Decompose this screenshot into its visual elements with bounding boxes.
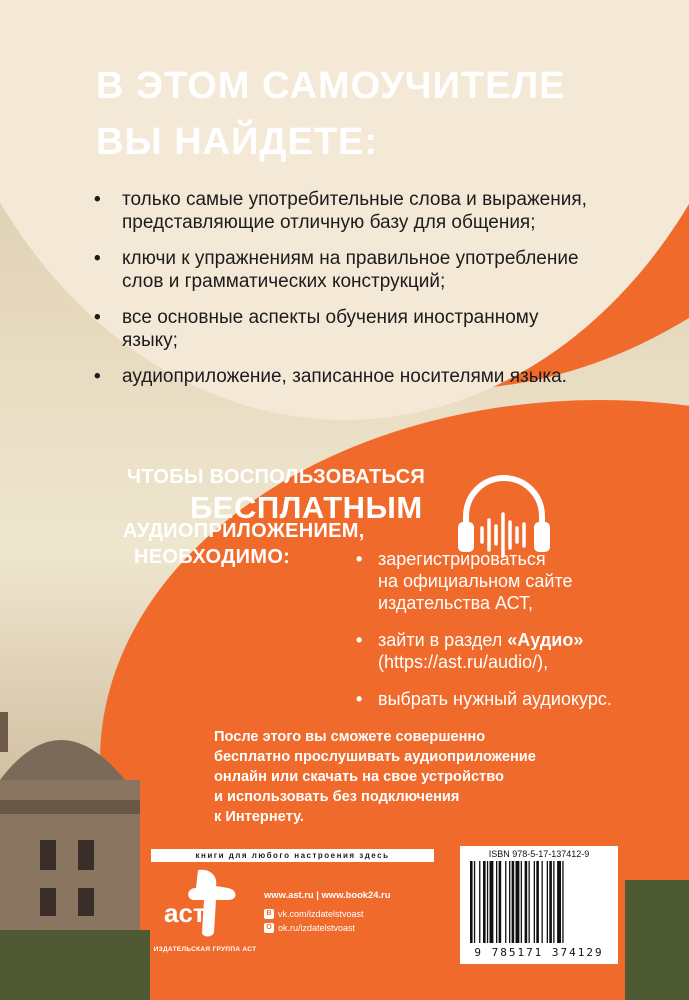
bullet: • <box>94 248 101 269</box>
barcode-icon <box>468 861 610 945</box>
headline-line-1: В ЭТОМ САМОУЧИТЕЛЕ <box>96 65 566 107</box>
bullet: • <box>94 307 101 328</box>
tree-silhouette <box>625 880 689 1000</box>
promo-line-4: НЕОБХОДИМО: <box>134 546 291 568</box>
promo-line-3: АУДИОПРИЛОЖЕНИЕМ, <box>123 520 365 542</box>
headphones-icon <box>452 470 556 560</box>
vk-link[interactable]: В vk.com/izdatelstvoast <box>264 908 364 920</box>
headline <box>96 58 566 170</box>
ok-link[interactable]: О ok.ru/izdatelstvoast <box>264 922 364 934</box>
ok-icon: О <box>264 923 274 933</box>
promo-line-2: БЕСПЛАТНЫМ <box>190 490 423 525</box>
ast-logo <box>158 866 248 940</box>
step-item: • зарегистрироваться на официальном сайте издательства АСТ, <box>356 549 573 613</box>
isbn-label: ISBN 978-5-17-137412-9 <box>488 849 590 859</box>
step-item: • выбрать нужный аудиокурс. <box>356 689 612 709</box>
feature-list <box>94 188 654 401</box>
step-item: • зайти в раздел «Аудио» (https://ast.ru/audio/), <box>356 630 584 672</box>
bullet: • <box>356 689 363 709</box>
social-links <box>264 908 364 936</box>
logo-mark-text: аст <box>164 898 206 928</box>
after-text: После этого вы сможете совершенно бесплатно прослушивать аудиоприложение онлайн или скачать на свое устройство и использовать без подключения к Интернету. <box>214 729 536 825</box>
feature-item: • только самые употребительные слова и выражения, представляющие отличную базу для общения; <box>94 189 587 233</box>
website-links[interactable]: www.ast.ru | www.book24.ru <box>264 889 391 900</box>
headline-line-2: ВЫ НАЙДЕТЕ: <box>96 121 379 163</box>
isbn-block <box>460 846 618 964</box>
feature-item: • ключи к упражнениям на правильное употребление слов и грамматических конструкций; <box>94 248 579 292</box>
feature-item: • все основные аспекты обучения иностранному языку; <box>94 307 539 351</box>
audio-section-name: «Аудио» <box>507 630 584 650</box>
isbn-digits: 9 785171 374129 <box>474 946 604 959</box>
bullet: • <box>356 549 363 569</box>
steps-list <box>356 548 676 725</box>
publisher-name: ИЗДАТЕЛЬСКАЯ ГРУППА АСТ <box>153 946 257 953</box>
promo-line-1: ЧТОБЫ ВОСПОЛЬЗОВАТЬСЯ <box>127 466 426 488</box>
bullet: • <box>356 630 363 650</box>
vk-icon: В <box>264 909 274 919</box>
bullet: • <box>94 189 101 210</box>
feature-item: • аудиоприложение, записанное носителями языка. <box>94 366 567 387</box>
audio-url: (https://ast.ru/audio/), <box>378 652 549 672</box>
bullet: • <box>94 366 101 387</box>
tagline-strip: книги для любого настроения здесь <box>151 849 434 862</box>
